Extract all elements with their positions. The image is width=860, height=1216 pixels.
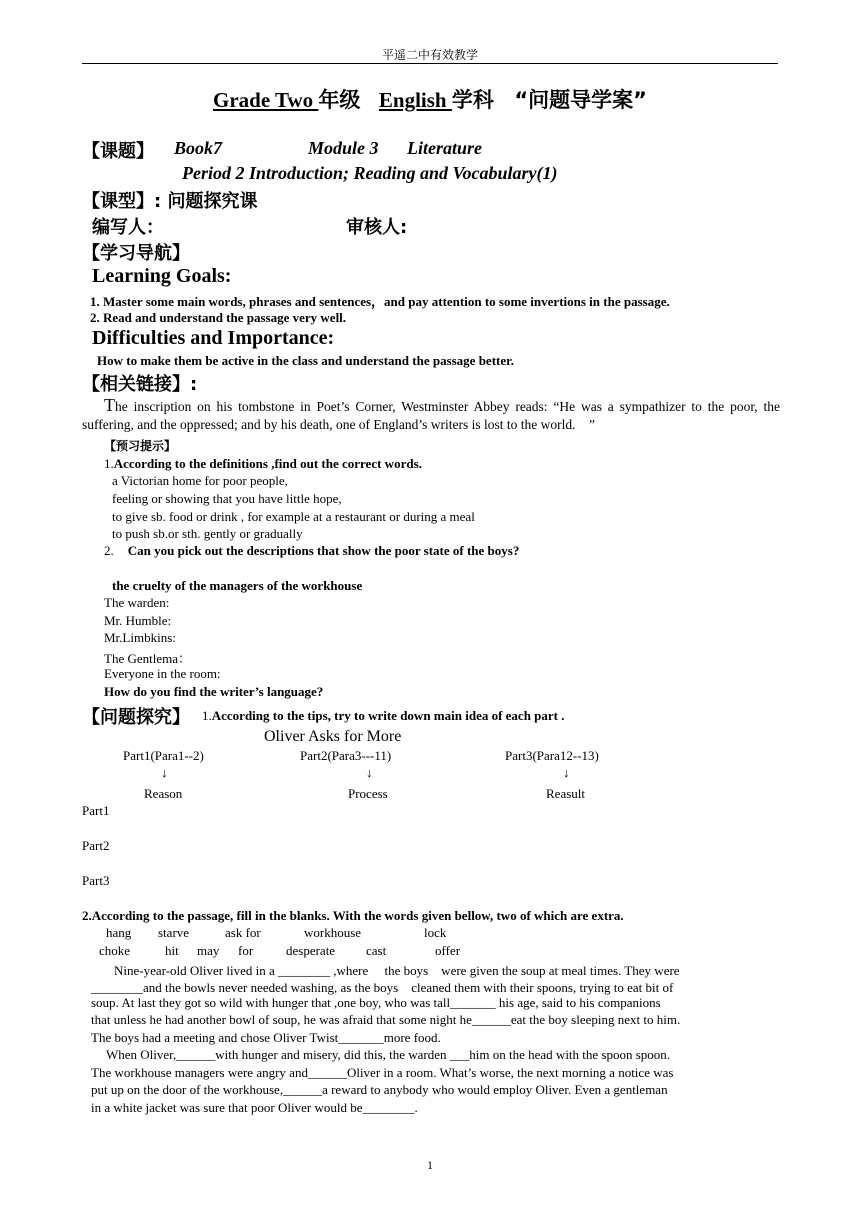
lesson-type: 【课型】: 问题探究课 bbox=[82, 191, 258, 212]
title-grade: Grade Two bbox=[213, 88, 319, 112]
inscription-paragraph bbox=[82, 397, 780, 433]
cruelty-heading: the cruelty of the managers of the workhouse bbox=[112, 578, 363, 593]
goal-item-1: 1. Master some main words, phrases and sentences，and pay attention to some invertions in the passage. bbox=[90, 294, 670, 309]
story-title: Oliver Asks for More bbox=[264, 728, 402, 745]
preview-q1-num: 1. bbox=[104, 456, 114, 471]
inscription-dropcap: T bbox=[104, 395, 115, 415]
explore-q1-num: 1. bbox=[202, 708, 212, 723]
preview-q2 bbox=[104, 543, 519, 559]
preview-q1 bbox=[104, 456, 422, 472]
definition-4: to push sb.or sth. gently or gradually bbox=[112, 526, 303, 541]
page-number: 1 bbox=[427, 1158, 433, 1172]
passage-line-2: ________and the bowls never needed washing, as the boys cleaned them with their spoons, trying to eat bit of bbox=[91, 980, 674, 995]
word-for: for bbox=[238, 943, 254, 958]
topic-label: 【课题】 bbox=[82, 141, 154, 162]
definition-3: to give sb. food or drink , for example at a restaurant or during a meal bbox=[112, 509, 475, 524]
goals-heading: Learning Goals: bbox=[92, 265, 232, 287]
part1-role: Reason bbox=[144, 786, 183, 801]
passage-line-6: When Oliver,______with hunger and misery, did this, the warden ___him on the head with the spoon spoon. bbox=[106, 1047, 671, 1062]
word-choke: choke bbox=[99, 943, 131, 958]
word-may: may bbox=[197, 943, 220, 958]
links-label: 【相关链接】: bbox=[82, 374, 198, 395]
header-rule bbox=[82, 63, 778, 64]
topic-period: Period 2 Introduction; Reading and Vocabulary(1) bbox=[182, 163, 558, 183]
part1-label: Part1 bbox=[82, 803, 110, 818]
word-lock: lock bbox=[424, 925, 447, 940]
word-offer: offer bbox=[435, 943, 461, 958]
word-cast: cast bbox=[366, 943, 387, 958]
passage-line-9: in a white jacket was sure that poor Oliver would be________. bbox=[91, 1100, 418, 1115]
person-humble: Mr. Humble: bbox=[104, 613, 172, 628]
difficulties-heading: Difficulties and Importance: bbox=[92, 327, 335, 349]
reviewer-label: 审核人: bbox=[346, 217, 408, 238]
difficulties-text: How to make them be active in the class and understand the passage better. bbox=[97, 353, 514, 368]
person-everyone: Everyone in the room: bbox=[104, 666, 221, 681]
part3-arrow-icon: ↓ bbox=[563, 765, 570, 780]
passage-line-7: The workhouse managers were angry and______Oliver in a room. What’s worse, the next morning a notice was bbox=[91, 1065, 674, 1080]
topic-module: Module 3 bbox=[308, 138, 379, 158]
part3-label: Part3 bbox=[82, 873, 110, 888]
part1-arrow-icon: ↓ bbox=[161, 765, 168, 780]
writer-label: 编写人： bbox=[92, 217, 164, 238]
preview-q1-text: According to the definitions ,find out the correct words. bbox=[113, 456, 422, 471]
title-doc-name: “问题导学案” bbox=[514, 88, 647, 112]
passage-line-4: that unless he had another bowl of soup, he was afraid that some night he______eat the boy sleeping next to him. bbox=[91, 1012, 681, 1027]
explore-label: 【问题探究】 bbox=[82, 707, 190, 728]
part2-label: Part2 bbox=[82, 838, 110, 853]
part2-name: Part2(Para3---11) bbox=[300, 748, 392, 763]
page-header: 平遥二中有效教学 bbox=[381, 48, 478, 62]
definition-2: feeling or showing that you have little hope, bbox=[112, 491, 342, 506]
part1-name: Part1(Para1--2) bbox=[123, 748, 204, 763]
topic-literature: Literature bbox=[407, 138, 482, 158]
passage-line-3: soup. At last they got so wild with hunger that ,one boy, who was tall_______ his age, said to his companions bbox=[91, 995, 661, 1010]
nav-label: 【学习导航】 bbox=[82, 243, 190, 264]
word-starve: starve bbox=[158, 925, 190, 940]
title-grade-cn: 年级 bbox=[318, 88, 361, 112]
word-ask-for: ask for bbox=[225, 925, 261, 940]
passage-line-5: The boys had a meeting and chose Oliver Twist_______more food. bbox=[91, 1030, 441, 1045]
preview-q2-num: 2. bbox=[104, 543, 114, 558]
preview-q3: How do you find the writer’s language? bbox=[104, 684, 324, 699]
passage-line-8: put up on the door of the workhouse,______a reward to anybody who would employ Oliver. Even a gentleman bbox=[91, 1082, 668, 1097]
preview-q2-text: Can you pick out the descriptions that show the poor state of the boys? bbox=[127, 543, 520, 558]
explore-q1-text: According to the tips, try to write down main idea of each part . bbox=[211, 708, 565, 723]
word-workhouse: workhouse bbox=[304, 925, 362, 940]
person-gentleman: The Gentlema： bbox=[104, 651, 191, 666]
goal-item-2: 2. Read and understand the passage very well. bbox=[90, 310, 347, 325]
part2-arrow-icon: ↓ bbox=[366, 765, 373, 780]
person-warden: The warden: bbox=[104, 595, 170, 610]
word-desperate: desperate bbox=[286, 943, 336, 958]
title-subject-cn: 学科 bbox=[451, 88, 494, 112]
inscription-text: he inscription on his tombstone in Poet’s Corner, Westminster Abbey reads: “He was a sympathizer to the poor, the suffering, and the oppressed; and by his death, one of England’s writers is lost to the world. ” bbox=[82, 399, 780, 432]
part3-role: Reasult bbox=[546, 786, 585, 801]
person-limbkins: Mr.Limbkins: bbox=[104, 630, 176, 645]
word-hang: hang bbox=[106, 925, 132, 940]
definition-1: a Victorian home for poor people, bbox=[112, 473, 288, 488]
explore-q1 bbox=[202, 708, 565, 724]
page-title bbox=[0, 84, 860, 114]
preview-label: 【预习提示】 bbox=[104, 439, 177, 453]
part3-name: Part3(Para12--13) bbox=[505, 748, 599, 763]
fill-question: 2.According to the passage, fill in the blanks. With the words given bellow, two of which are extra. bbox=[82, 908, 624, 923]
passage-line-1: Nine-year-old Oliver lived in a ________ ,where the boys were given the soup at meal times. They were bbox=[114, 963, 680, 978]
part2-role: Process bbox=[348, 786, 388, 801]
title-subject: English bbox=[378, 88, 452, 112]
topic-book: Book7 bbox=[174, 138, 223, 158]
word-hit: hit bbox=[165, 943, 179, 958]
